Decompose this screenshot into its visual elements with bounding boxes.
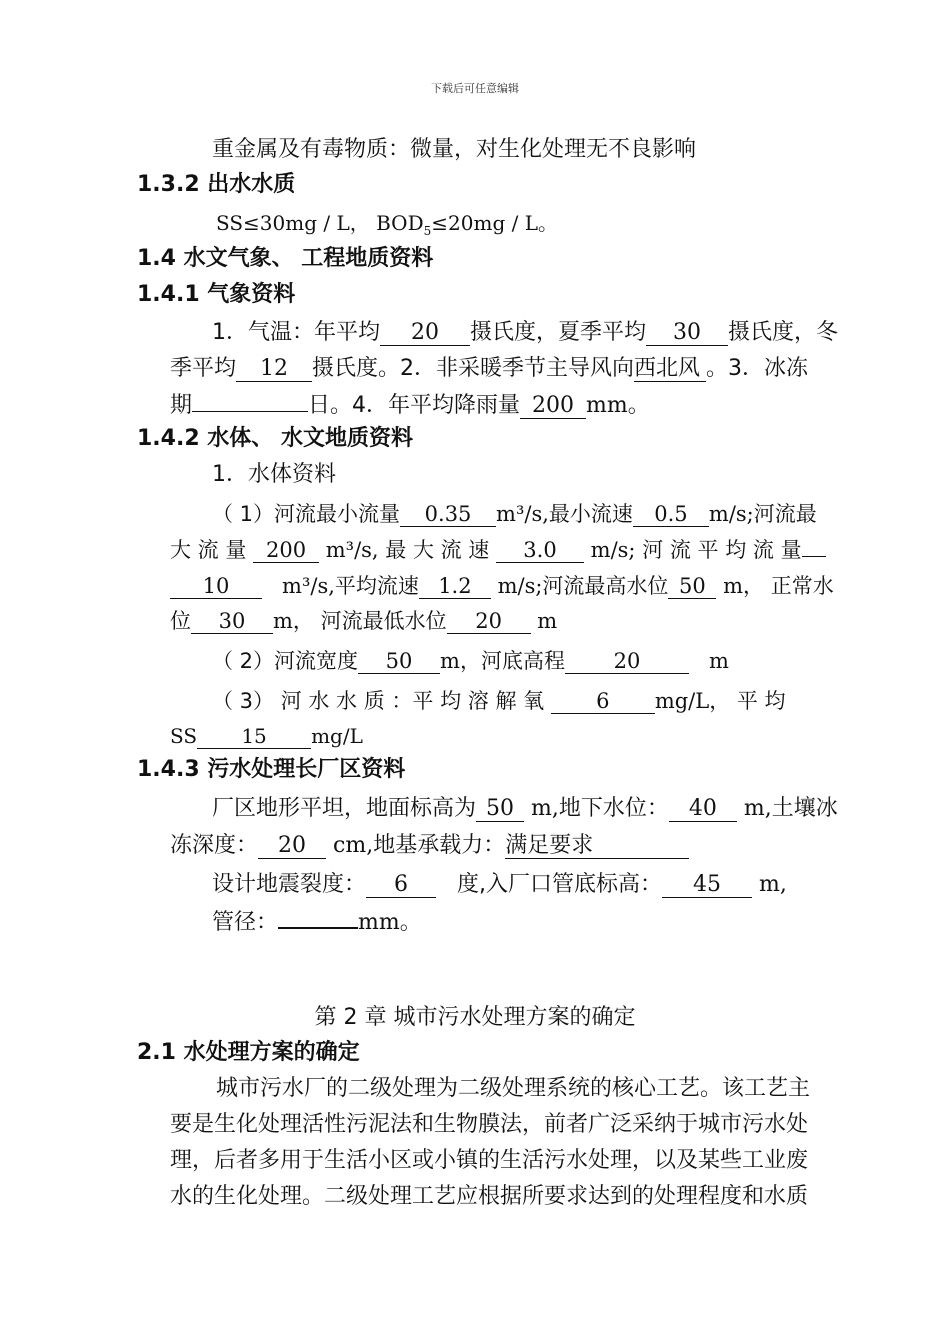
climate-text: 摄氏度，冬	[728, 320, 839, 345]
river-text: m，河底高程	[440, 649, 565, 673]
avg-speed-value: 1.2	[419, 574, 491, 599]
section-1-4-1-heading: 1.4.1 气象资料	[137, 282, 296, 307]
low-level-value: 20	[447, 609, 531, 634]
river-line-2	[170, 537, 826, 563]
site-text: cm,地基承载力：	[333, 833, 506, 858]
river-text: m， 河流最低水位	[273, 609, 447, 633]
river-line-1	[212, 501, 817, 527]
max-speed-value: 3.0	[496, 538, 584, 563]
site-text: mm。	[358, 910, 422, 935]
section-1-4-3-heading: 1.4.3 污水处理长厂区资料	[137, 757, 406, 782]
max-flow-value: 200	[253, 538, 319, 563]
frost-depth-value: 20	[258, 834, 326, 859]
river-text: m³/s, 最 大 流 速	[325, 538, 490, 562]
river-text: m³/s,平均流速	[282, 574, 419, 598]
seismic-intensity-value: 6	[366, 873, 436, 898]
river-text: （ 3） 河 水 水 质 ：平 均 溶 解 氧	[212, 689, 545, 713]
river-quality-line	[212, 688, 786, 714]
effluent-tail: ≤20mg / L。	[431, 211, 558, 235]
summer-temp-value: 30	[646, 321, 728, 346]
paragraph-line: 理，后者多用于生活小区或小镇的生活污水处理，以及某些工业废	[170, 1148, 809, 1173]
site-line-2	[170, 833, 689, 859]
river-ss-line	[170, 723, 363, 749]
pipe-diameter-value	[278, 927, 358, 929]
river-text: 位	[170, 609, 191, 633]
site-text: 厂区地形平坦，地面标高为	[212, 796, 477, 821]
section-1-4-heading: 1.4 水文气象、 工程地质资料	[137, 246, 434, 271]
climate-line-2	[170, 356, 808, 382]
river-width-value: 50	[358, 649, 440, 674]
site-text: 度,入厂口管底标高：	[457, 872, 662, 897]
page-header: 下载后可任意编辑	[431, 82, 519, 95]
high-level-value: 50	[668, 574, 716, 599]
site-text: 管径：	[212, 910, 279, 935]
effluent-text: SS≤30mg / L， BOD	[216, 211, 424, 235]
water-body-title: 1．水体资料	[212, 462, 336, 487]
river-text: m	[709, 649, 729, 673]
min-flow-value: 0.35	[400, 502, 496, 527]
river-text: SS	[170, 724, 198, 748]
bearing-capacity-value: 满足要求	[505, 834, 689, 859]
site-text: m,土壤冰	[743, 796, 838, 821]
climate-text: 摄氏度，夏季平均	[470, 320, 647, 345]
effluent-quality	[216, 210, 558, 244]
climate-text: 季平均	[170, 356, 237, 381]
climate-text: 期	[170, 393, 193, 418]
site-text: m,地下水位：	[531, 796, 669, 821]
climate-text: 摄氏度。2．非采暖季节主导风向	[312, 356, 635, 381]
dissolved-oxygen-value: 6	[551, 689, 655, 714]
river-text: m， 正常水	[723, 574, 834, 598]
site-line-1	[212, 796, 838, 822]
climate-line-1	[212, 320, 838, 346]
rainfall-value: 200	[520, 394, 586, 419]
section-1-3-2-heading: 1.3.2 出水水质	[137, 172, 296, 197]
river-text: mg/L	[311, 724, 363, 748]
river-line-3	[170, 573, 834, 599]
ground-level-value: 50	[476, 797, 524, 822]
avg-temp-value: 20	[380, 321, 470, 346]
climate-text: 日。4．年平均降雨量	[308, 393, 521, 418]
normal-level-value: 30	[191, 609, 273, 634]
river-text: m³/s,最小流速	[496, 502, 633, 526]
river-text: mg/L， 平 均	[654, 689, 786, 713]
site-text: m,	[759, 872, 787, 897]
site-text: 冻深度：	[170, 833, 259, 858]
effluent-subscript: 5	[423, 224, 432, 238]
heavy-metal-line: 重金属及有毒物质：微量，对生化处理无不良影响	[212, 137, 697, 162]
paragraph-line: 要是生化处理活性污泥法和生物膜法，前者广泛采纳于城市污水处	[170, 1112, 809, 1137]
river-text: m/s;河流最高水位	[497, 574, 669, 598]
river-text: （ 1）河流最小流量	[212, 502, 401, 526]
chapter-2-title: 第 2 章 城市污水处理方案的确定	[314, 1005, 636, 1030]
site-line-3	[212, 872, 787, 898]
avg-flow-value: 10	[170, 574, 262, 599]
river-text: m/s; 河 流 平 均 流 量	[590, 538, 802, 562]
freeze-days-value	[192, 411, 308, 412]
river-text: m	[537, 609, 558, 633]
ss-value: 15	[197, 724, 311, 749]
river-text: m/s;河流最	[708, 502, 817, 526]
site-text: 设计地震裂度：	[212, 872, 367, 897]
wind-direction-value: 西北风	[634, 357, 706, 382]
river-bed-value: 20	[565, 649, 689, 674]
winter-temp-value: 12	[236, 357, 312, 382]
climate-text: mm。	[586, 393, 650, 418]
site-line-4	[212, 910, 422, 936]
avg-flow-blank	[802, 556, 826, 557]
river-text: （ 2）河流宽度	[212, 649, 359, 673]
pipe-level-value: 45	[662, 873, 752, 898]
climate-line-3	[170, 393, 650, 419]
river-width-line	[212, 648, 729, 674]
river-line-4	[170, 608, 557, 634]
section-2-1-heading: 2.1 水处理方案的确定	[137, 1040, 360, 1065]
section-1-4-2-heading: 1.4.2 水体、 水文地质资料	[137, 426, 413, 451]
river-text: 大 流 量	[170, 538, 247, 562]
climate-text: 。3．冰冻	[706, 356, 809, 381]
groundwater-value: 40	[669, 797, 737, 822]
paragraph-line: 水的生化处理。二级处理工艺应根据所要求达到的处理程度和水质	[170, 1184, 809, 1209]
paragraph-line: 城市污水厂的二级处理为二级处理系统的核心工艺。该工艺主	[216, 1076, 811, 1101]
min-speed-value: 0.5	[633, 502, 709, 527]
climate-text: 1．气温：年平均	[212, 320, 380, 345]
